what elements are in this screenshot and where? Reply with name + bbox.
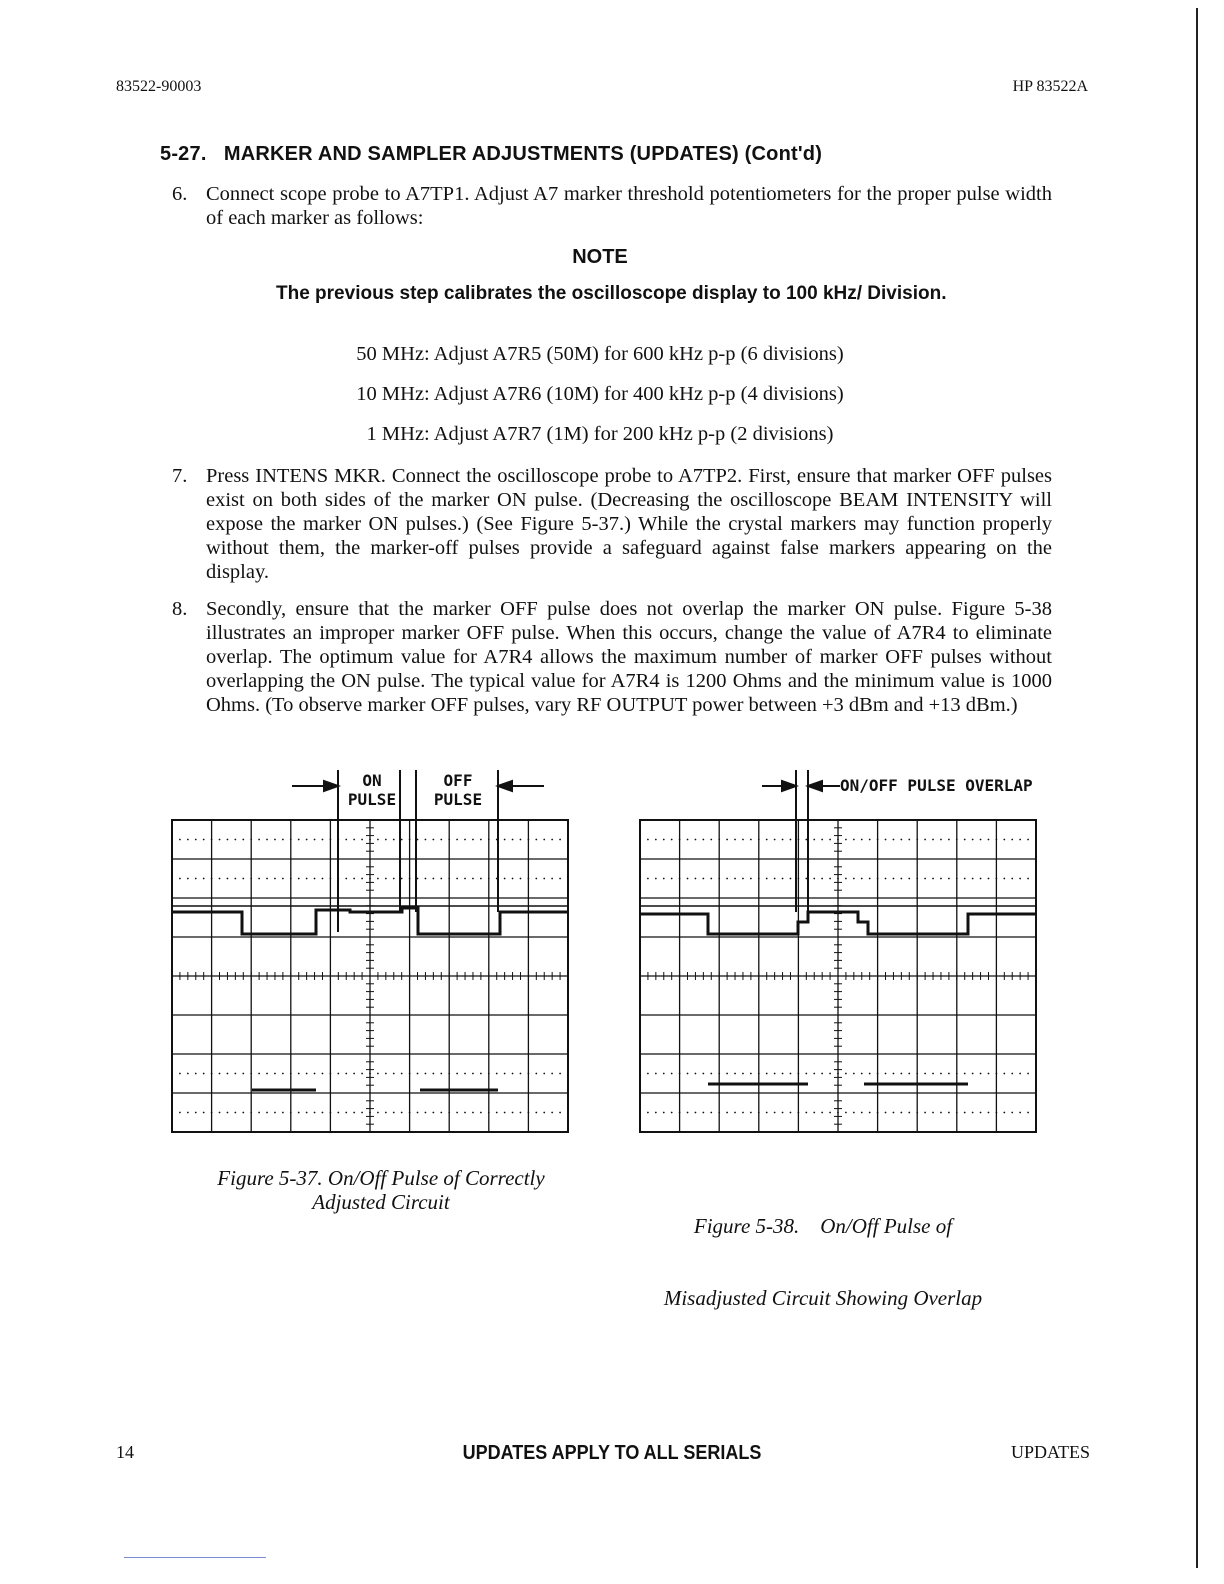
step-7	[172, 464, 1052, 584]
off-label: OFF	[443, 771, 473, 790]
adjustment-50mhz: 50 MHz: Adjust A7R5 (50M) for 600 kHz p-p (6 divisions)	[356, 343, 844, 365]
figure-37-caption	[176, 1166, 586, 1214]
caption-line: Figure 5-38. On/Off Pulse of	[693, 1214, 953, 1238]
caption-line: Misadjusted Circuit Showing Overlap	[663, 1286, 983, 1310]
step-text: Secondly, ensure that the marker OFF pulse does not overlap the marker ON pulse. Figure 5-38 illustrates an improper marker OFF pulse. When this occurs, change the value of A7R4 to eliminate overlap. The optimum value for A7R4 allows the maximum number of marker OFF pulses without overlapping the ON pulse. The typical value for A7R4 is 1200 Ohms and the minimum value is 1000 Ohms. (To observe marker OFF pulses, vary RF OUTPUT power between +3 dBm and +13 dBm.)	[206, 598, 1052, 716]
on-label: ON	[362, 771, 382, 790]
pulse-label: PULSE	[347, 790, 397, 809]
note-text: The previous step calibrates the oscilloscope display to 100 kHz/ Division.	[276, 283, 947, 304]
page-number: 14	[116, 1442, 134, 1462]
page-edge-line	[1196, 8, 1198, 1568]
step-number: 8.	[172, 598, 188, 620]
step-text: Connect scope probe to A7TP1. Adjust A7 marker threshold potentiometers for the proper pulse width of each marker as follows:	[206, 183, 1052, 229]
document-number: 83522-90003	[116, 78, 202, 95]
model-number: HP 83522A	[1012, 78, 1088, 95]
step-number: 7.	[172, 465, 188, 487]
adjustment-1mhz: 1 MHz: Adjust A7R7 (1M) for 200 kHz p-p (2 divisions)	[366, 423, 834, 445]
figure-38-oscilloscope-graticule	[628, 762, 1048, 1142]
figure-37-oscilloscope-graticule	[160, 762, 580, 1142]
step-8	[172, 597, 1052, 717]
step-number: 6.	[172, 183, 188, 205]
footer-notice: UPDATES APPLY TO ALL SERIALS	[462, 1442, 762, 1464]
adjustment-10mhz: 10 MHz: Adjust A7R6 (10M) for 400 kHz p-p (4 divisions)	[356, 383, 844, 405]
scan-artifact-line	[124, 1557, 266, 1558]
graticule-grid	[639, 820, 1037, 1132]
pulse-label: PULSE	[433, 790, 483, 809]
figure-38-overlap-label: ON/OFF PULSE OVERLAP	[840, 776, 1033, 795]
caption-line: Adjusted Circuit	[312, 1190, 450, 1214]
section-title: 5-27. MARKER AND SAMPLER ADJUSTMENTS (UPDATES) (Cont'd)	[160, 143, 823, 165]
graticule-grid	[171, 820, 569, 1132]
caption-line: Figure 5-37. On/Off Pulse of Correctly	[217, 1166, 545, 1190]
step-6	[172, 182, 1052, 230]
note-heading: NOTE	[572, 246, 628, 268]
footer-section: UPDATES	[1010, 1442, 1090, 1462]
figure-38-caption	[618, 1166, 1028, 1334]
step-text: Press INTENS MKR. Connect the oscilloscope probe to A7TP2. First, ensure that marker OFF pulses exist on both sides of the marker ON pulse. (Decreasing the oscilloscope BEAM INTENSITY will expose the marker ON pulses.) (See Figure 5-37.) While the crystal markers may function properly without them, the marker-off pulses provide a safeguard against false markers appearing on the display.	[206, 465, 1052, 583]
